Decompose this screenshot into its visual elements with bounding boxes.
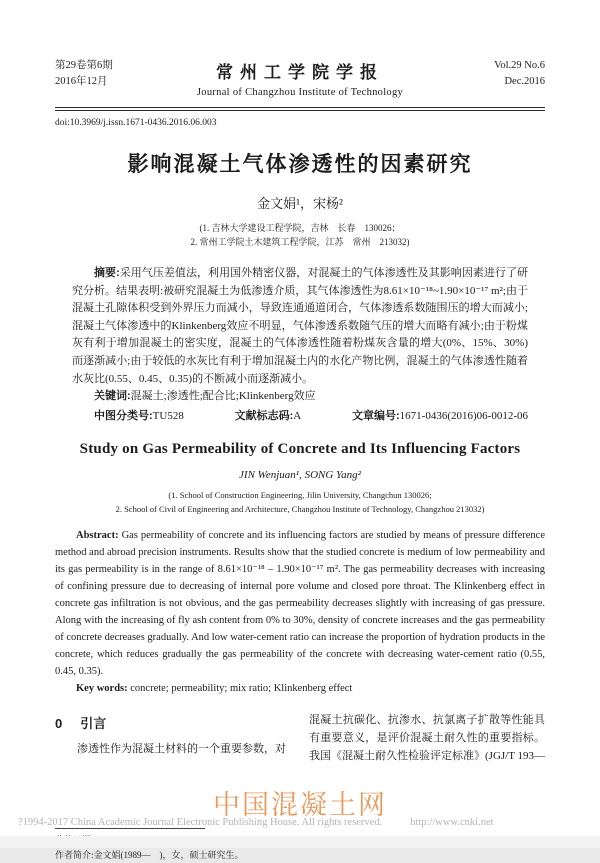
volume-issue-cn: 第29卷第6期 <box>55 60 113 71</box>
keywords-en-label: Key words: <box>76 682 128 694</box>
keywords-en-text: concrete; permeability; mix ratio; Klinkenberg effect <box>130 682 353 694</box>
section-heading-introduction <box>55 713 291 732</box>
doc-code-segment <box>235 408 302 426</box>
authors-cn: 金文娟¹，宋杨² <box>257 196 343 211</box>
copyright-text: ?1994-2017 China Academic Journal Electronic Publishing House. All rights reserved. <box>18 817 383 828</box>
clc-value: TU528 <box>152 409 184 422</box>
keywords-cn-text: 混凝土;渗透性;配合比;Klinkenberg效应 <box>130 390 316 403</box>
keywords-en-line <box>55 680 545 697</box>
affiliation-cn-2: 2. 常州工学院土木建筑工程学院，江苏 常州 213032) <box>190 236 410 247</box>
abstract-cn-label: 摘要: <box>94 267 120 279</box>
classification-row <box>72 408 528 426</box>
article-title-en: Study on Gas Permeability of Concrete and Its Influencing Factors <box>79 441 521 458</box>
author-bio-label: 作者简介: <box>55 849 94 860</box>
doc-code-label: 文献标志码: <box>234 409 294 422</box>
section-number: 0 <box>55 715 63 731</box>
scan-edge-strip <box>0 836 600 848</box>
keywords-cn-label: 关键词: <box>94 390 131 403</box>
abstract-en-block <box>55 527 545 697</box>
abstract-en-paragraph <box>55 527 545 680</box>
header-divider-rule <box>55 107 545 111</box>
header-volume-issue-cn <box>55 58 165 91</box>
doi-line: doi:10.3969/j.issn.1671-0436.2016.06.003 <box>55 118 217 128</box>
article-no-segment <box>352 408 528 426</box>
site-watermark: 中国混凝土网 <box>213 790 387 820</box>
authors-en: JIN Wenjuan¹, SONG Yang² <box>239 469 361 482</box>
journal-title-block <box>165 58 435 98</box>
author-bio-value: 金文娟(1989— )，女，硕士研究生。 <box>93 849 244 860</box>
affiliation-en-2: 2. School of Civil of Engineering and Architecture, Changzhou Institute of Technology, Changzhou 213032) <box>115 503 485 514</box>
clc-label: 中图分类号: <box>94 409 153 422</box>
clc-segment <box>94 408 184 426</box>
abstract-en-text: Gas permeability of concrete and its influencing factors are studied by means of pressure difference method and abroad precision instruments. Results show that the studied concrete is medium of low permeability and its gas permeability is in the range of 8.61×10⁻¹⁸ – 1.90×10⁻¹⁷ m². The gas permeability decreases with increasing of confining pressure due to decreasing of internal pore volume and closed pore throat. The Klinkenberg effect in concrete gas infiltration is not obvious, and the gas permeability decreases slightly with increasing of gas pressure. Along with the increasing of fly ash content from 0% to 30%, density of concrete increases and the gas permeability of concrete decreases gradually. And low water-cement ratio can increase the proportion of hydration products in the concrete, which reduces gradually the gas permeability of the concrete with decreasing water-cement ratio (0.55, 0.45, 0.35). <box>55 529 545 677</box>
date-en: Dec.2016 <box>504 76 545 88</box>
intro-paragraph-right: 混凝土抗碳化、抗渗水、抗氯离子扩散等性能具有重要意义，是评价混凝土耐久性的重要指标。我国《混凝土耐久性检验评定标准》(JGJ/T 193— <box>309 713 545 762</box>
article-no-label: 文章编号: <box>352 409 400 422</box>
article-no-value: 1671-0436(2016)06-0012-06 <box>399 409 528 422</box>
affiliations-en <box>55 489 545 515</box>
abstract-cn-text: 采用气压差值法，利用国外精密仪器，对混凝土的气体渗透性及其影响因素进行了研究分析。结果表明:被研究混凝土为低渗透介质，其气体渗透性为8.61×10⁻¹⁸~1.90×10⁻¹⁷ m²;由于混凝土孔隙体积受到外界压力而减小，导致连通通道闭合，气体渗透系数随围压的增大而减小;混凝土气体渗透中的Klinkenberg效应不明显，气体渗透系数随气压的增大而略有减小;由于粉煤灰有利于增加混凝土的密实度，混凝土的气体渗透性随着粉煤灰含量的增大(0%、15%、30%)而逐渐减小;由于较低的水灰比有利于增加混凝土内的水化产物比例，混凝土的气体渗透性随着水灰比(0.55、0.45、0.35)的不断减小而逐渐减小。 <box>72 267 528 385</box>
footnote-rule <box>55 828 205 829</box>
volume-issue-en: Vol.29 No.6 <box>494 60 545 71</box>
author-bio-line <box>55 848 291 863</box>
journal-title-en: Journal of Changzhou Institute of Technology <box>196 87 404 98</box>
article-title-cn: 影响混凝土气体渗透性的因素研究 <box>127 153 473 176</box>
section-title: 引言 <box>80 715 107 731</box>
header-volume-issue-en <box>435 58 545 91</box>
journal-title-cn: 常州工学院学报 <box>216 63 384 82</box>
abstract-cn-block <box>55 265 545 425</box>
keywords-cn-line <box>72 388 528 406</box>
affiliation-en-1: (1. School of Construction Engineering, Jilin University, Changchun 130026; <box>168 490 432 501</box>
abstract-cn-paragraph <box>72 265 528 388</box>
affiliations-cn <box>55 222 545 249</box>
copyright-footer <box>18 817 494 828</box>
journal-header <box>55 58 545 98</box>
abstract-en-label: Abstract: <box>76 529 119 541</box>
cnki-url: http://www.cnki.net <box>410 817 494 828</box>
doc-code-value: A <box>293 409 302 422</box>
affiliation-cn-1: (1. 吉林大学建设工程学院，吉林 长春 130026； <box>199 223 401 233</box>
intro-paragraph-left: 渗透性作为混凝土材料的一个重要参数，对 <box>77 742 286 755</box>
date-cn: 2016年12月 <box>55 76 108 88</box>
